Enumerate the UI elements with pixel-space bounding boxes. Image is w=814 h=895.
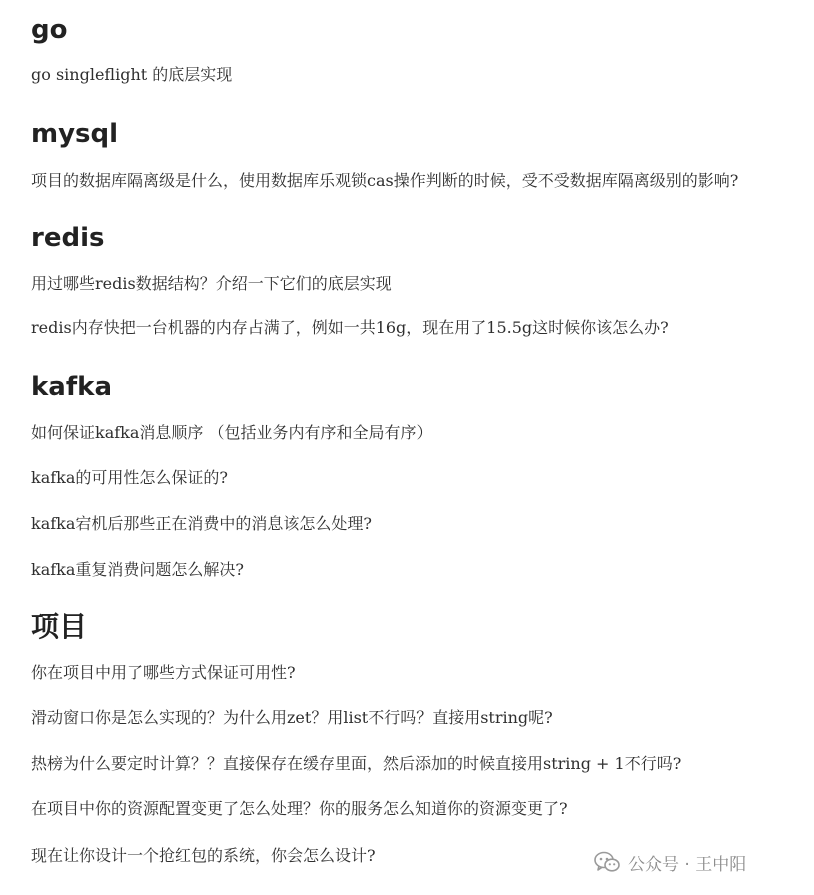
heading-project: 项目 xyxy=(31,610,88,643)
question-redis-2: redis内存快把一台机器的内存占满了，例如一共16g，现在用了15.5g这时候你该怎么办? xyxy=(31,318,669,337)
watermark-text: 公众号 · 王中阳 xyxy=(628,854,747,875)
question-kafka-2: kafka的可用性怎么保证的? xyxy=(31,468,228,487)
question-go-1: go singleflight 的底层实现 xyxy=(31,65,233,84)
question-mysql-1: 项目的数据库隔离级是什么，使用数据库乐观锁cas操作判断的时候，受不受数据库隔离级别的影响? xyxy=(31,171,739,190)
wechat-icon xyxy=(594,851,620,873)
question-kafka-3: kafka宕机后那些正在消费中的消息该怎么处理? xyxy=(31,514,372,533)
watermark xyxy=(594,849,746,875)
question-project-3: 热榜为什么要定时计算？？直接保存在缓存里面，然后添加的时候直接用string + 1不行吗? xyxy=(31,754,682,773)
heading-redis: redis xyxy=(31,223,105,253)
question-redis-1: 用过哪些redis数据结构？介绍一下它们的底层实现 xyxy=(31,274,392,293)
question-project-4: 在项目中你的资源配置变更了怎么处理？你的服务怎么知道你的资源变更了? xyxy=(31,799,568,818)
question-kafka-4: kafka重复消费问题怎么解决? xyxy=(31,560,244,579)
question-project-1: 你在项目中用了哪些方式保证可用性? xyxy=(31,663,296,682)
heading-go: go xyxy=(31,15,68,45)
question-project-2: 滑动窗口你是怎么实现的？为什么用zet？用list不行吗？直接用string呢? xyxy=(31,708,553,727)
heading-kafka: kafka xyxy=(31,372,112,402)
heading-mysql: mysql xyxy=(31,119,119,149)
question-kafka-1: 如何保证kafka消息顺序 （包括业务内有序和全局有序） xyxy=(31,423,433,442)
question-project-5: 现在让你设计一个抢红包的系统，你会怎么设计? xyxy=(31,846,376,865)
